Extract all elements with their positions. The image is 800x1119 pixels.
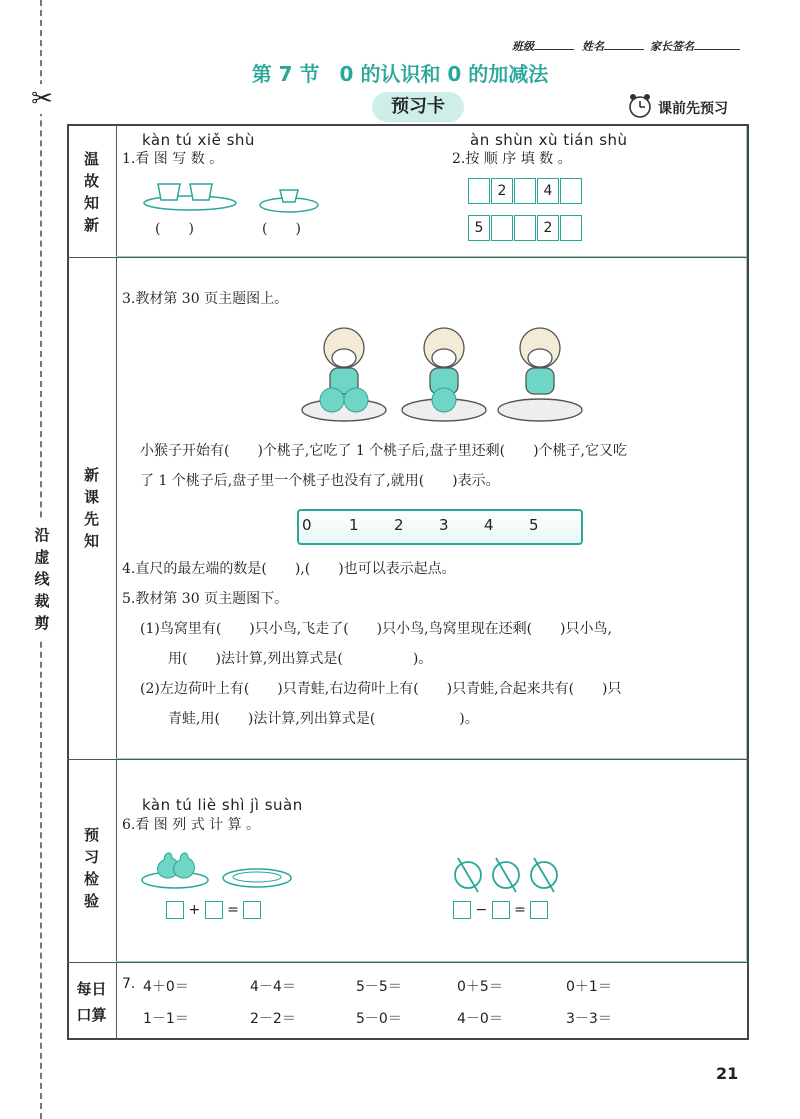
q5-part1-line1: (1)鸟窝里有( )只小鸟,飞走了( )只小鸟,鸟窝里现在还剩( )只小鸟, [140, 621, 612, 637]
mental-math-item: 0＋1＝ [566, 979, 612, 995]
sequence-cell[interactable] [491, 215, 513, 241]
alarm-clock-icon [626, 92, 654, 124]
sequence-cell[interactable] [560, 178, 582, 204]
two-cups-picture [140, 178, 240, 216]
answer-box[interactable] [492, 901, 510, 919]
class-blank[interactable] [534, 40, 574, 50]
equals-sign: = [514, 902, 526, 918]
answer-box[interactable] [453, 901, 471, 919]
minus-sign: − [475, 902, 488, 918]
ruler-tick-label: 2 [394, 516, 404, 534]
plus-sign: + [188, 902, 201, 918]
q1-pinyin: kàn tú xiě shù [142, 131, 255, 149]
q5-text: 5.教材第 30 页主题图下。 [122, 591, 289, 607]
q3-text: 3.教材第 30 页主题图上。 [122, 291, 289, 307]
name-label: 姓名 [582, 40, 604, 53]
section-label-check: 预习检验 [83, 826, 99, 910]
answer-box[interactable] [530, 901, 548, 919]
class-field [512, 38, 574, 54]
preview-card-badge: 预习卡 [372, 92, 464, 122]
page-title: 第 7 节 0 的认识和 0 的加减法 [251, 62, 549, 86]
monkey-illustration [296, 318, 586, 432]
name-field [582, 38, 644, 54]
class-label: 班级 [512, 40, 534, 53]
q6-equation-addition [166, 901, 261, 919]
q5-part2-line1: (2)左边荷叶上有( )只青蛙,右边荷叶上有( )只青蛙,合起来共有( )只 [140, 681, 622, 697]
sequence-cell[interactable] [514, 178, 536, 204]
q6-equation-subtraction [453, 901, 548, 919]
equals-sign: = [227, 902, 239, 918]
answer-box[interactable] [243, 901, 261, 919]
mental-math-item: 4－4＝ [250, 979, 296, 995]
parent-signature-label: 家长签名 [650, 40, 694, 53]
section-label-new: 新课先知 [83, 466, 99, 550]
mental-math-item: 0＋5＝ [457, 979, 503, 995]
sequence-cell[interactable]: 5 [468, 215, 490, 241]
section-label-daily: 每日口算 [76, 980, 107, 1024]
mental-math-item: 5－0＝ [356, 1011, 402, 1027]
page-number: 21 [716, 1064, 739, 1083]
q4-text: 4.直尺的最左端的数是( ),( )也可以表示起点。 [122, 561, 456, 577]
scissors-icon: ✂ [28, 84, 56, 114]
section-label-review: 温故知新 [83, 150, 99, 234]
ruler-tick-label: 0 [302, 516, 312, 534]
q5-part2-line2: 青蛙,用( )法计算,列出算式是( )。 [168, 711, 479, 727]
pears-and-empty-plate-picture [140, 846, 300, 894]
parent-signature-blank[interactable] [694, 40, 740, 50]
sequence-cell[interactable]: 4 [537, 178, 559, 204]
ruler-tick-label: 4 [484, 516, 494, 534]
sequence-cell[interactable] [560, 215, 582, 241]
sequence-cell[interactable]: 2 [537, 215, 559, 241]
mental-math-item: 1－1＝ [143, 1011, 189, 1027]
q6-pinyin: kàn tú liè shì jì suàn [142, 796, 303, 814]
cut-instruction: 沿虚线裁剪 [32, 520, 52, 638]
mental-math-item: 2－2＝ [250, 1011, 296, 1027]
mental-math-item: 3－3＝ [566, 1011, 612, 1027]
parent-signature-field [650, 38, 740, 54]
q2-text: 2.按 顺 序 填 数 。 [452, 151, 572, 167]
q1-answer-blank[interactable]: ( ) [262, 221, 301, 237]
preview-label: 课前先预习 [658, 101, 728, 117]
crossed-out-circles-picture [450, 855, 562, 899]
q1-answer-blank[interactable]: ( ) [155, 221, 194, 237]
answer-box[interactable] [205, 901, 223, 919]
mental-math-item: 5－5＝ [356, 979, 402, 995]
sequence-cell[interactable] [468, 178, 490, 204]
row-divider [67, 962, 749, 963]
sequence-cell[interactable]: 2 [491, 178, 513, 204]
mental-math-item: 4＋0＝ [143, 979, 189, 995]
answer-box[interactable] [166, 901, 184, 919]
q1-text: 1.看 图 写 数 。 [122, 151, 224, 167]
sequence-cell[interactable] [514, 215, 536, 241]
one-cup-picture [258, 186, 320, 218]
ruler-tick-label: 1 [349, 516, 359, 534]
q3-line2: 了 1 个桃子后,盘子里一个桃子也没有了,就用( )表示。 [140, 473, 500, 489]
name-blank[interactable] [604, 40, 644, 50]
q6-text: 6.看 图 列 式 计 算 。 [122, 817, 261, 833]
mental-math-item: 4－0＝ [457, 1011, 503, 1027]
q3-line1: 小猴子开始有( )个桃子,它吃了 1 个桃子后,盘子里还剩( )个桃子,它又吃 [140, 443, 628, 459]
ruler-tick-label: 5 [529, 516, 539, 534]
q2-pinyin: àn shùn xù tián shù [470, 131, 628, 149]
ruler-tick-label: 3 [439, 516, 449, 534]
q5-part1-line2: 用( )法计算,列出算式是( )。 [168, 651, 433, 667]
q7-label: 7. [122, 976, 136, 992]
